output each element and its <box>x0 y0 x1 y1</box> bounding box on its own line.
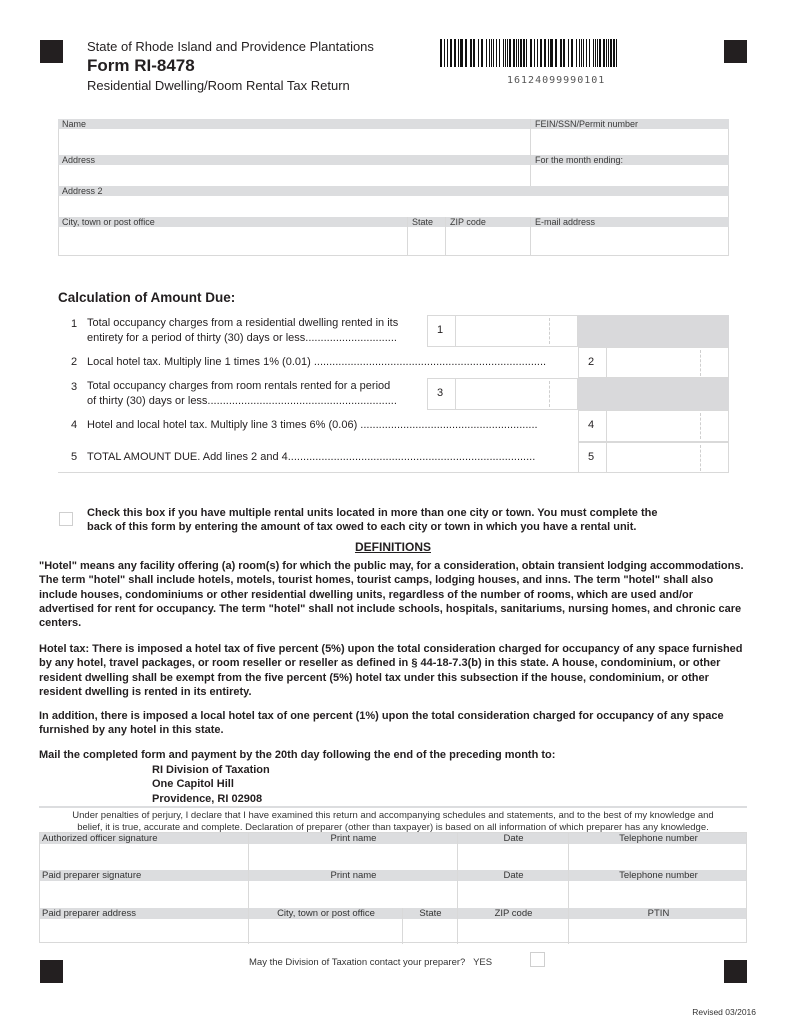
line-5-text: TOTAL AMOUNT DUE. Add lines 2 and 4................................................................................. <box>87 451 536 463</box>
preparer-zip-field[interactable] <box>458 919 568 943</box>
preparer-signature-field[interactable] <box>40 881 248 908</box>
officer-date-field[interactable] <box>458 844 568 870</box>
address2-field[interactable] <box>59 197 728 216</box>
city-label: City, town or post office <box>62 217 155 227</box>
line-2-text: Local hotel tax. Multiply line 1 times 1% (0.01) ............................................................................ <box>87 356 547 368</box>
state-name: State of Rhode Island and Providence Plantations <box>87 39 374 54</box>
fein-label: FEIN/SSN/Permit number <box>535 119 639 129</box>
contact-preparer-yes-checkbox[interactable] <box>530 952 545 967</box>
yes-label: YES <box>473 957 493 968</box>
form-number: Form RI-8478 <box>87 56 195 75</box>
registration-mark-bottom-left <box>40 960 63 983</box>
calculation-heading: Calculation of Amount Due: <box>58 290 236 305</box>
line-3-text: Total occupancy charges from room rentals rented for a period of thirty (30) days or less.............................................................. <box>87 380 397 407</box>
local-hotel-tax-definition: In addition, there is imposed a local hotel tax of one percent (1%) upon the total consideration charged for occupancy of any space furnished by any hotel in this state. <box>39 710 724 737</box>
address-label: Address <box>62 155 96 165</box>
preparer-print-name-label: Print name <box>330 870 377 881</box>
preparer-state-field[interactable] <box>403 919 457 943</box>
preparer-date-field[interactable] <box>458 881 568 908</box>
perjury-statement: Under penalties of perjury, I declare that I have examined this return and accompanying schedules and statements, and to the best of my knowledge and belief, it is true, accurate and complete. Declaration of preparer (other than taxpayer) is based on all information of which preparer has any knowledge. <box>39 806 747 834</box>
preparer-state-label: State <box>419 908 442 919</box>
line-4-text: Hotel and local hotel tax. Multiply line 3 times 6% (0.06) .......................................................... <box>87 419 538 431</box>
preparer-address-field[interactable] <box>40 919 248 943</box>
address-field[interactable] <box>59 166 529 185</box>
preparer-signature-label: Paid preparer signature <box>42 870 142 881</box>
definitions-title: DEFINITIONS <box>354 540 431 554</box>
hotel-tax-definition: Hotel tax: There is imposed a hotel tax of five percent (5%) upon the total consideration charged for occupancy of any space furnished by any hotel, travel packages, or room reseller or reseller as defined in § 44-18-7.3(b) in this state. A house, condominium, or other resident dwelling shall be exempt from the five percent (5%) hotel tax under this subsection if the house, condominium, or other resident dwelling is rented in its entirety. <box>39 643 743 698</box>
line-2-amount-field[interactable] <box>606 347 729 378</box>
address2-label: Address 2 <box>62 186 103 196</box>
line-4-number: 4 <box>71 419 78 431</box>
line-2-number: 2 <box>71 356 78 368</box>
email-field[interactable] <box>531 228 728 255</box>
state-label: State <box>412 217 434 227</box>
officer-signature-label: Authorized officer signature <box>42 833 158 844</box>
officer-telephone-label: Telephone number <box>619 833 698 844</box>
month-ending-field[interactable] <box>531 166 728 185</box>
preparer-ptin-label: PTIN <box>647 908 670 919</box>
revision-date: Revised 03/2016 <box>692 1007 756 1017</box>
mailing-instruction: Mail the completed form and payment by the 20th day following the end of the preceding month to: <box>39 749 556 761</box>
city-field[interactable] <box>59 228 406 255</box>
barcode <box>440 39 682 67</box>
multiple-cities-checkbox[interactable] <box>59 512 73 526</box>
mailing-address: RI Division of Taxation One Capitol Hill Providence, RI 02908 <box>152 764 270 805</box>
line-3-box-label: 3 <box>427 378 456 410</box>
preparer-telephone-field[interactable] <box>569 881 747 908</box>
line-3-amount-field[interactable] <box>455 378 578 410</box>
registration-mark-bottom-right <box>724 960 747 983</box>
line-1-amount-field[interactable] <box>455 315 578 347</box>
registration-mark-top-left <box>40 40 63 63</box>
preparer-address-label: Paid preparer address <box>42 908 136 919</box>
multiple-cities-text: Check this box if you have multiple rental units located in more than one city or town. You must complete the back of this form by entering the amount of tax owed to each city or town in which you have a rental unit. <box>87 507 658 533</box>
form-title: Residential Dwelling/Room Rental Tax Return <box>87 78 350 93</box>
preparer-city-label: City, town or post office <box>277 908 375 919</box>
fein-field[interactable] <box>531 130 728 154</box>
signature-table <box>39 832 747 943</box>
registration-mark-top-right <box>724 40 747 63</box>
line-1-text: Total occupancy charges from a residential dwelling rented in its entirety for a period of thirty (30) days or less.............................. <box>87 317 399 344</box>
officer-telephone-field[interactable] <box>569 844 747 870</box>
name-field[interactable] <box>59 130 529 154</box>
line-1-number: 1 <box>71 318 78 330</box>
officer-print-name-field[interactable] <box>249 844 457 870</box>
email-label: E-mail address <box>535 217 596 227</box>
zip-field[interactable] <box>446 228 529 255</box>
preparer-print-name-field[interactable] <box>249 881 457 908</box>
officer-date-label: Date <box>503 833 524 844</box>
line-1-box-label: 1 <box>427 315 456 347</box>
officer-print-name-label: Print name <box>330 833 377 844</box>
preparer-telephone-label: Telephone number <box>619 870 698 881</box>
barcode-number: 16124099990101 <box>507 75 606 86</box>
line-4-amount-field[interactable] <box>606 410 729 442</box>
zip-label: ZIP code <box>450 217 486 227</box>
preparer-date-label: Date <box>503 870 524 881</box>
contact-preparer-question: May the Division of Taxation contact your preparer? YES <box>249 957 493 968</box>
preparer-ptin-field[interactable] <box>569 919 747 943</box>
line-2-box-label: 2 <box>578 347 607 378</box>
line-5-box-label: 5 <box>578 442 607 473</box>
officer-signature-field[interactable] <box>40 844 248 870</box>
hotel-definition: "Hotel" means any facility offering (a) room(s) for which the public may, for a consideration, obtain transient lodging accommodations. The term "hotel" shall include hotels, motels, tourist homes, tourist camps, lodging houses, and inns. The term "hotel" shall also include houses, condominiums or other residential dwelling units, regardless of the number of rooms, which are used and/or advertised for rent for occupancy. The term "hotel" shall not include schools, hospitals, sanitariums, nursing homes, and chronic care centers. <box>39 560 744 630</box>
preparer-zip-label: ZIP code <box>494 908 533 919</box>
month-ending-label: For the month ending: <box>535 155 624 165</box>
line-5-amount-field[interactable] <box>606 442 729 473</box>
line-3-number: 3 <box>71 381 78 393</box>
preparer-city-field[interactable] <box>249 919 402 943</box>
state-field[interactable] <box>408 228 444 255</box>
line-5-number: 5 <box>71 451 78 463</box>
line-4-box-label: 4 <box>578 410 607 442</box>
name-label: Name <box>62 119 87 129</box>
